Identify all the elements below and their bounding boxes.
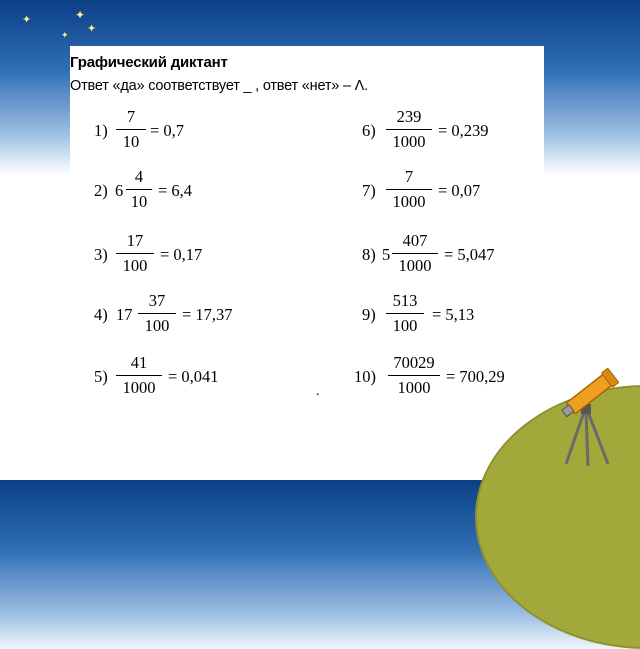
worksheet-instructions: Ответ «да» соответствует _ , ответ «нет» – Λ. xyxy=(70,78,368,94)
exercise-result: = 0,041 xyxy=(168,367,219,386)
exercise-result: = 0,239 xyxy=(438,121,489,140)
fraction-numerator: 17 xyxy=(126,231,144,250)
fraction-bar xyxy=(386,313,424,314)
fraction xyxy=(116,106,146,153)
fraction xyxy=(126,166,152,213)
exercise-label: 2) xyxy=(94,181,108,200)
exercise-label: 5) xyxy=(94,367,108,386)
fraction xyxy=(386,166,432,213)
exercise-label: 7) xyxy=(362,181,376,200)
exercise-result: = 5,13 xyxy=(432,305,475,324)
whole-part: 5 xyxy=(382,245,391,264)
fraction-numerator: 239 xyxy=(396,107,422,126)
fraction xyxy=(392,230,438,277)
exercise-result: = 700,29 xyxy=(446,367,505,386)
telescope-icon xyxy=(548,360,628,470)
exercise-result: = 17,37 xyxy=(182,305,233,324)
fraction xyxy=(116,352,162,399)
star-icon: ✦ xyxy=(61,31,69,41)
star-icon: ✦ xyxy=(87,22,97,35)
exercise-result: = 0,17 xyxy=(160,245,203,264)
stray-mark: . xyxy=(316,384,320,399)
fraction-bar xyxy=(116,253,154,254)
worksheet-title: Графический диктант xyxy=(70,54,228,71)
fraction-denominator: 1000 xyxy=(392,132,426,151)
fraction-denominator: 10 xyxy=(130,192,148,211)
fraction-denominator: 100 xyxy=(392,316,418,335)
star-icon: ✦ xyxy=(22,13,32,26)
exercise-label: 9) xyxy=(362,305,376,324)
fraction-denominator: 1000 xyxy=(392,192,426,211)
exercise-result: = 5,047 xyxy=(444,245,495,264)
fraction-bar xyxy=(392,253,438,254)
fraction-denominator: 10 xyxy=(122,132,140,151)
fraction-bar xyxy=(116,129,146,130)
fraction-bar xyxy=(386,189,432,190)
fraction-denominator: 100 xyxy=(144,316,170,335)
fraction-denominator: 1000 xyxy=(398,256,432,275)
fraction-numerator: 7 xyxy=(404,167,414,186)
fraction-numerator: 407 xyxy=(402,231,428,250)
exercise-result: = 0,07 xyxy=(438,181,481,200)
exercise-label: 10) xyxy=(354,367,376,386)
fraction-denominator: 100 xyxy=(122,256,148,275)
exercise-label: 8) xyxy=(362,245,376,264)
exercise-label: 1) xyxy=(94,121,108,140)
fraction xyxy=(138,290,176,337)
fraction-bar xyxy=(138,313,176,314)
worksheet xyxy=(70,46,544,398)
fraction-bar xyxy=(386,129,432,130)
fraction xyxy=(388,352,440,399)
whole-part: 17 xyxy=(116,305,133,324)
fraction-denominator: 1000 xyxy=(397,378,431,397)
exercise-result: = 6,4 xyxy=(158,181,193,200)
fraction xyxy=(386,290,424,337)
fraction-denominator: 1000 xyxy=(122,378,156,397)
exercise-label: 3) xyxy=(94,245,108,264)
fraction-numerator: 7 xyxy=(126,107,136,126)
fraction-numerator: 513 xyxy=(392,291,418,310)
star-icon: ✦ xyxy=(75,8,86,22)
fraction-bar xyxy=(126,189,152,190)
fraction-numerator: 70029 xyxy=(393,353,435,372)
exercise-result: = 0,7 xyxy=(150,121,185,140)
fraction-numerator: 4 xyxy=(134,167,144,186)
exercise-label: 6) xyxy=(362,121,376,140)
fraction xyxy=(386,106,432,153)
exercise-label: 4) xyxy=(94,305,108,324)
whole-part: 6 xyxy=(115,181,124,200)
fraction-bar xyxy=(388,375,440,376)
fraction-numerator: 37 xyxy=(148,291,166,310)
fraction xyxy=(116,230,154,277)
fraction-numerator: 41 xyxy=(130,353,148,372)
fraction-bar xyxy=(116,375,162,376)
